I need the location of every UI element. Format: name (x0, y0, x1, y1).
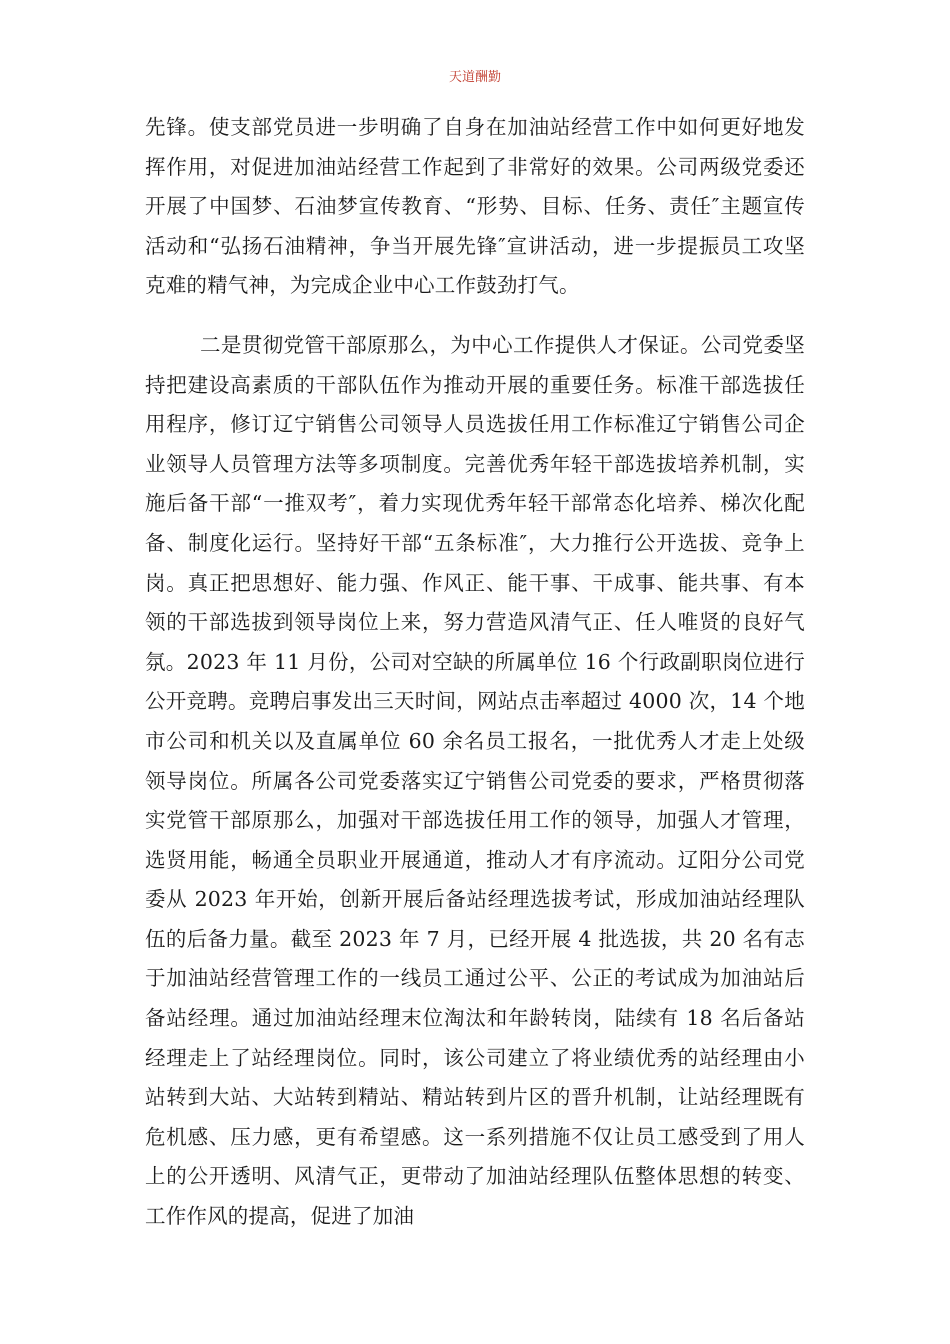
page-header: 天道酬勤 (448, 70, 501, 85)
document-body (145, 108, 805, 1237)
paragraph-1: 先锋。使支部党员进一步明确了自身在加油站经营工作中如何更好地发挥作用，对促进加油站经营工作起到了非常好的效果。公司两级党委还开展了中国梦、石油梦宣传教育、“形势、目标、任务、责任″主题宣传活动和“弘扬石油精神，争当开展先锋″宣讲活动，进一步提振员工攻坚克难的精气神，为完成企业中心工作鼓劲打气。 (145, 115, 805, 298)
paragraph-2: 二是贯彻党管干部原那么，为中心工作提供人才保证。公司党委坚持把建设高素质的干部队伍作为推动开展的重要任务。标准干部选拔任用程序，修订辽宁销售公司领导人员选拔任用工作标准辽宁销售公司企业领导人员管理方法等多项制度。完善优秀年轻干部选拔培养机制，实施后备干部“一推双考″，着力实现优秀年轻干部常态化培养、梯次化配备、制度化运行。坚持好干部“五条标准″，大力推行公开选拔、竞争上岗。真正把思想好、能力强、作风正、能干事、干成事、能共事、有本领的干部选拔到领导岗位上来，努力营造风清气正、任人唯贤的良好气氛。2023 年 11 月份，公司对空缺的所属单位 16 个行政副职岗位进行公开竞聘。竞聘启事发出三天时间，网站点击率超过 4000 次，14 个地市公司和机关以及直属单位 60 余名员工报名，一批优秀人才走上处级领导岗位。所属各公司党委落实辽宁销售公司党委的要求，严格贯彻落实党管干部原那么，加强对干部选拔任用工作的领导，加强人才管理，选贤用能，畅通全员职业开展通道，推动人才有序流动。辽阳分公司党委从 2023 年开始，创新开展后备站经理选拔考试，形成加油站经理队伍的后备力量。截至 2023 年 7 月，已经开展 4 批选拔，共 20 名有志于加油站经营管理工作的一线员工通过公平、公正的考试成为加油站后备站经理。通过加油站经理末位淘汰和年龄转岗，陆续有 18 名后备站经理走上了站经理岗位。同时，该公司建立了将业绩优秀的站经理由小站转到大站、大站转到精站、精站转到片区的晋升机制，让站经理既有危机感、压力感，更有希望感。这一系列措施不仅让员工感受到了用人上的公开透明、风清气正，更带动了加油站经理队伍整体思想的转变、工作作风的提高，促进了加油 (145, 332, 805, 1229)
